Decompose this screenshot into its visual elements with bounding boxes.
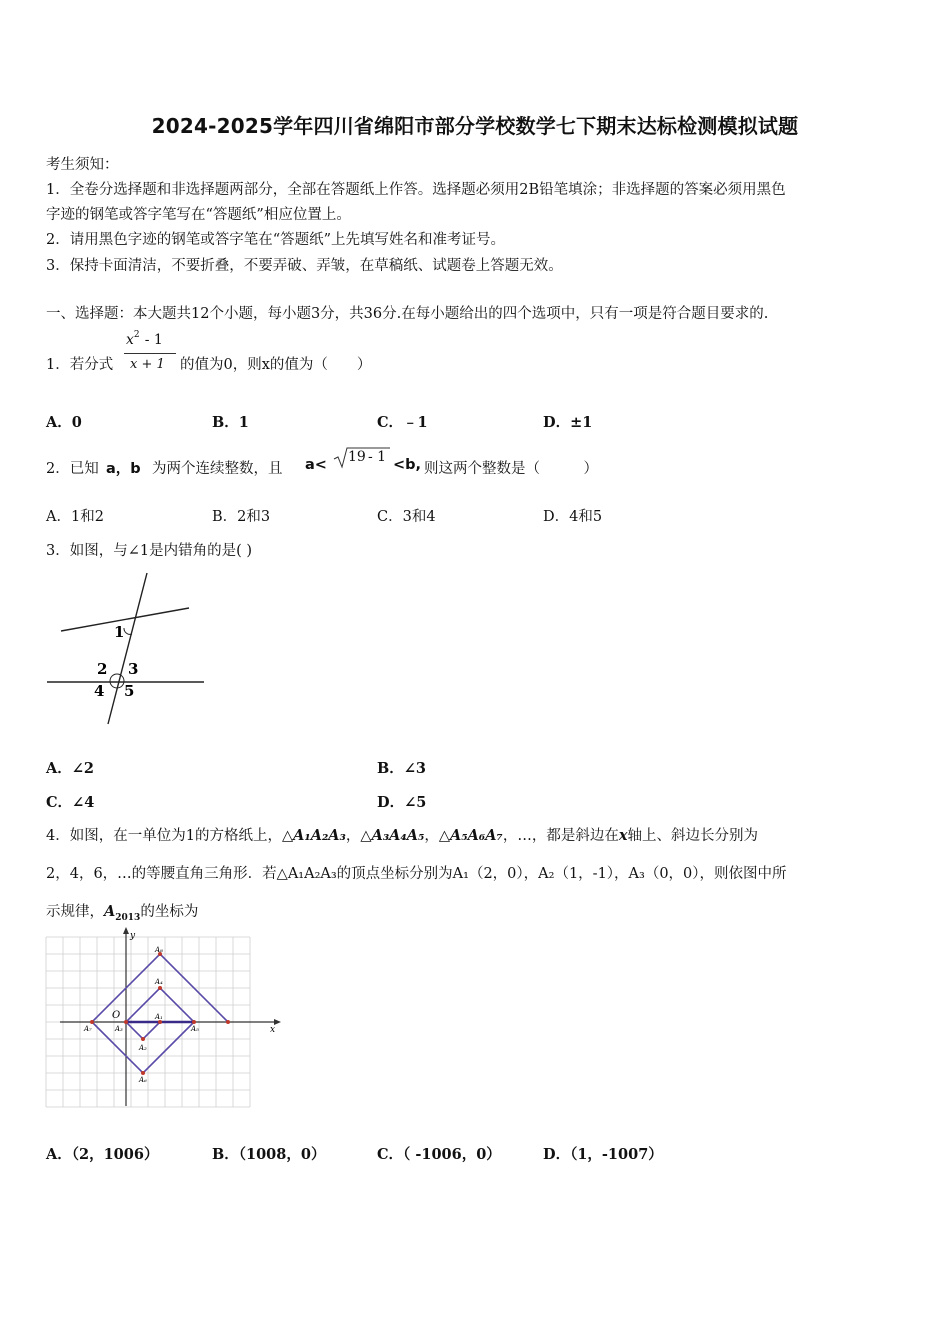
q4-line-2: 2，4，6，…的等腰直角三角形．若△A₁A₂A₃的顶点坐标分别为A₁（2，0），A₂（1，-1），A₃（0，0），则依图中所 — [46, 866, 787, 882]
notice-item-1-line-2: 字迹的钢笔或答字笔写在“答题纸”相应位置上。 — [46, 207, 351, 223]
q4-label-origin: O — [112, 1010, 121, 1021]
q1-suffix: 的值为0，则x的值为（ ） — [180, 357, 372, 373]
q3-stem: 3．如图，与∠1是内错角的是( ) — [46, 543, 253, 559]
q3-line-upper — [61, 608, 189, 631]
q3-option-d: D．∠5 — [377, 794, 427, 811]
q4-line-3: 示规律，$A_{2013}$的坐标为 — [46, 903, 199, 923]
q2-radicand: 19 — [348, 449, 366, 465]
q4-label-a4: A₄ — [155, 978, 163, 986]
q4-y-arrow-icon — [123, 927, 129, 934]
section-heading: 一、选择题：本大题共12个小题，每小题3分，共36分.在每小题给出的四个选项中，只有一项是符合题目要求的. — [46, 306, 769, 322]
notice-item-1-line-1: 1．全卷分选择题和非选择题两部分，全部在答题纸上作答。选择题必须用2B铅笔填涂；非选择题的答案必须用黑色 — [46, 182, 786, 198]
notice-item-2: 2．请用黑色字迹的钢笔或答字笔在“答题纸”上先填写姓名和准考证号。 — [46, 232, 506, 248]
q4-label-a3: A₃ — [115, 1025, 123, 1033]
q4-point-a3 — [124, 1020, 128, 1024]
q4-label-y: y — [130, 931, 136, 941]
q2-minus-one: - 1 — [368, 449, 387, 465]
q4-point-extra — [226, 1020, 230, 1024]
q3-angle-circle — [110, 674, 124, 688]
q1-prefix: 1．若分式 — [46, 357, 114, 373]
q2-prefix: 2．已知 — [46, 461, 99, 477]
page-title: 2024-2025学年四川省绵阳市部分学校数学七下期末达标检测模拟试题 — [151, 114, 799, 138]
q1-option-b: B．1 — [212, 414, 249, 431]
q3-label-5: 5 — [124, 682, 135, 700]
q4-option-d: D．（1，-1007） — [543, 1146, 663, 1163]
q1-option-d: D．±1 — [543, 414, 593, 431]
q3-label-2: 2 — [97, 660, 108, 678]
q4-option-a: A．（2，1006） — [46, 1146, 159, 1163]
q4-line-1: 4．如图，在一单位为1的方格纸上，△A₁A₂A₃，△A₃A₄A₅，△A₅A₆A₇，…，都是斜边在x轴上、斜边长分别为 — [46, 827, 759, 844]
q4-label-a7: A₇ — [84, 1025, 92, 1033]
q2-option-b: B．2和3 — [212, 509, 271, 525]
q4-figure — [44, 926, 284, 1114]
q3-transversal — [108, 573, 147, 724]
q1-option-c: C．﹣1 — [377, 414, 428, 431]
notice-item-3: 3．保持卡面清洁，不要折叠，不要弄破、弄皱，在草稿纸、试题卷上答题无效。 — [46, 258, 563, 274]
q2-option-a: A．1和2 — [46, 509, 104, 525]
q1-fraction-numerator: $x^2 - 1$ — [126, 330, 163, 348]
q4-label-x: x — [270, 1025, 276, 1035]
q4-point-a4 — [158, 986, 162, 990]
q4-label-a1: A₁ — [155, 1013, 163, 1021]
q2-mid: 为两个连续整数，且 — [152, 461, 283, 477]
q3-option-b: B．∠3 — [377, 760, 426, 777]
q3-label-4: 4 — [94, 682, 105, 700]
q4-point-a5 — [192, 1020, 196, 1024]
q3-label-3: 3 — [128, 660, 139, 678]
q1-fraction-denominator: x + 1 — [130, 357, 165, 372]
q4-option-c: C．（ -1006，0） — [377, 1146, 501, 1163]
notice-heading: 考生须知： — [46, 157, 119, 173]
q2-option-d: D．4和5 — [543, 509, 603, 525]
q3-figure — [44, 568, 209, 733]
q4-point-a2 — [141, 1037, 145, 1041]
q3-label-1: 1 — [114, 623, 125, 641]
q1-fraction-bar — [124, 353, 176, 354]
q2-option-c: C．3和4 — [377, 509, 436, 525]
q4-label-a2: A₂ — [139, 1044, 147, 1052]
q3-option-a: A．∠2 — [46, 760, 94, 777]
q3-option-c: C．∠4 — [46, 794, 95, 811]
q4-label-a8: A₈ — [155, 946, 163, 954]
q4-point-a6 — [141, 1071, 145, 1075]
q4-point-a7 — [90, 1020, 94, 1024]
q1-option-a: A．0 — [46, 414, 82, 431]
q2-less-b: <b, — [393, 457, 422, 473]
q2-suffix: 则这两个整数是（ ） — [424, 461, 598, 477]
q4-option-b: B．（1008，0） — [212, 1146, 326, 1163]
q2-ab: a，b — [106, 461, 141, 477]
q2-a-less: a< — [305, 457, 327, 473]
q4-label-a6: A₆ — [139, 1076, 147, 1084]
q4-label-a5: A₅ — [191, 1025, 199, 1033]
